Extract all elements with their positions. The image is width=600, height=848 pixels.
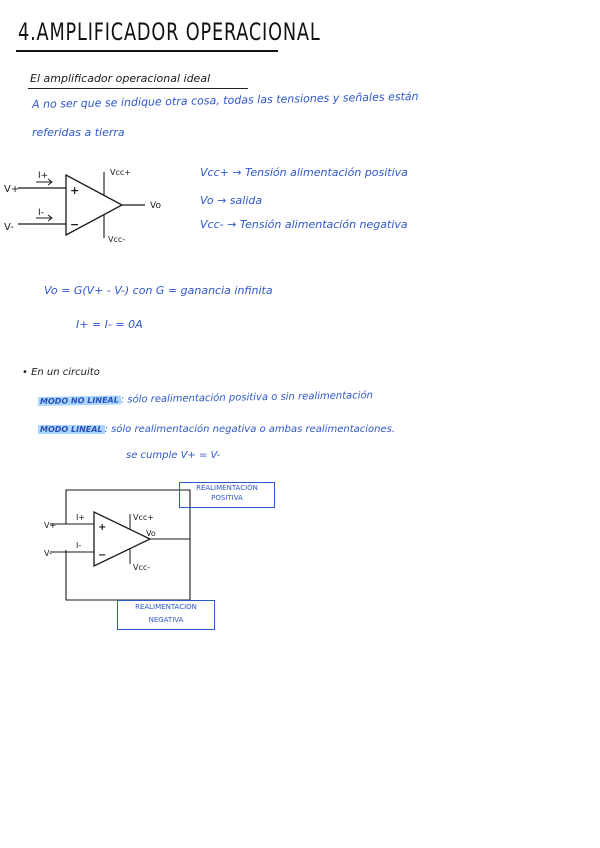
page-title: 4.AMPLIFICADOR OPERACIONAL <box>18 18 321 46</box>
negative-feedback-label <box>117 600 215 630</box>
opamp-diagram-1 <box>0 160 180 250</box>
minus-sign-2: − <box>98 550 107 561</box>
plus-sign-2: + <box>98 522 107 533</box>
positive-feedback-line-2: POSITIVA <box>211 494 243 502</box>
i-plus-label: I+ <box>38 171 49 181</box>
equation-gain: Vo = G(V+ - V-) con G = ganancia infinita <box>44 284 273 297</box>
mode-linear-text: : sólo realimentación negativa o ambas realimentaciones. <box>104 424 396 435</box>
intro-note-line-2: referidas a tierra <box>32 126 125 139</box>
title-underline <box>16 50 278 52</box>
minus-sign: − <box>70 218 80 231</box>
i-minus-label: I- <box>38 208 44 218</box>
negative-feedback-line-1: REALIMENTACION <box>135 603 197 611</box>
mode-linear-condition: se cumple V+ = V- <box>126 450 221 461</box>
vo-label: Vo <box>150 201 161 211</box>
legend-vcc-plus: Vcc+ → Tensión alimentación positiva <box>200 166 408 179</box>
subtitle-underline <box>28 88 248 89</box>
mode-nonlinear-line <box>38 390 373 407</box>
equation-currents: I+ = I- = 0A <box>76 318 143 331</box>
vcc-plus-label: Vcc+ <box>110 168 131 177</box>
vo-label-2: Vo <box>146 529 156 538</box>
positive-feedback-label <box>179 482 275 508</box>
section-subtitle: El amplificador operacional ideal <box>30 72 211 85</box>
mode-linear-tag: MODO LINEAL <box>40 425 103 434</box>
mode-nonlinear-text: : sólo realimentación positiva o sin realimentación <box>120 390 374 406</box>
v-plus-label-2: V+ <box>44 521 57 530</box>
v-minus-label-2: V- <box>44 549 52 558</box>
vcc-minus-label: Vcc- <box>108 235 126 244</box>
positive-feedback-line-1: REALIMENTACIÓN <box>196 484 258 492</box>
vcc-plus-label-2: Vcc+ <box>133 513 154 522</box>
v-minus-label: V- <box>4 222 14 233</box>
mode-linear-line <box>38 424 395 435</box>
i-plus-label-2: I+ <box>76 513 86 522</box>
plus-sign: + <box>70 184 80 197</box>
i-minus-label-2: I- <box>76 541 82 550</box>
legend-vcc-minus: Vcc- → Tensión alimentación negativa <box>200 218 408 231</box>
intro-note-line-1: A no ser que se indique otra cosa, todas las tensiones y señales están <box>31 89 419 111</box>
vcc-minus-label-2: Vcc- <box>133 563 151 572</box>
v-plus-label: V+ <box>4 184 20 195</box>
negative-feedback-line-2: NEGATIVA <box>148 616 184 624</box>
mode-nonlinear-tag: MODO NO LINEAL <box>39 395 119 406</box>
circuit-heading: • En un circuito <box>22 367 100 378</box>
legend-vo: Vo → salida <box>200 194 263 207</box>
